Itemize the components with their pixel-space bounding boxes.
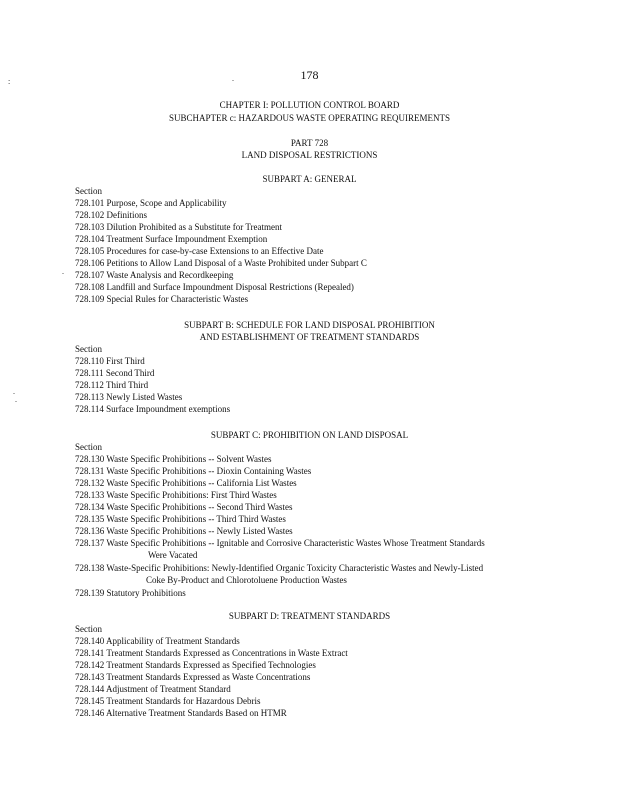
margin-mark: .: [13, 387, 15, 396]
toc-entry-continuation: Were Vacated: [148, 550, 198, 560]
toc-entry: 728.111 Second Third: [75, 368, 155, 378]
part-title: LAND DISPOSAL RESTRICTIONS: [241, 150, 378, 160]
margin-mark: .: [62, 267, 64, 276]
toc-entry: 728.106 Petitions to Allow Land Disposal of a Waste Prohibited under Subpart C: [75, 258, 367, 268]
toc-entry: 728.105 Procedures for case-by-case Extensions to an Effective Date: [75, 246, 324, 256]
toc-entry: 728.141 Treatment Standards Expressed as Concentrations in Waste Extract: [75, 648, 348, 658]
subpart-b-title: AND ESTABLISHMENT OF TREATMENT STANDARDS: [199, 332, 420, 342]
toc-entry: 728.113 Newly Listed Wastes: [75, 392, 183, 402]
toc-entry: 728.143 Treatment Standards Expressed as Waste Concentrations: [75, 672, 311, 682]
toc-entry: 728.140 Applicability of Treatment Standards: [75, 636, 240, 646]
subchapter-heading: SUBCHAPTER c: HAZARDOUS WASTE OPERATING REQUIREMENTS: [168, 113, 451, 123]
toc-entry: 728.135 Waste Specific Prohibitions -- Third Third Wastes: [75, 514, 286, 524]
toc-entry: 728.133 Waste Specific Prohibitions: First Third Wastes: [75, 490, 277, 500]
chapter-heading: CHAPTER I: POLLUTION CONTROL BOARD: [219, 100, 400, 110]
toc-entry: 728.102 Definitions: [75, 210, 147, 220]
toc-entry: 728.107 Waste Analysis and Recordkeeping: [75, 270, 234, 280]
toc-entry: 728.138 Waste-Specific Prohibitions: Newly-Identified Organic Toxicity Characteristic Wastes and Newly-Listed: [75, 563, 484, 573]
toc-entry: 728.146 Alternative Treatment Standards Based on HTMR: [75, 708, 287, 718]
margin-mark: .: [232, 74, 234, 83]
toc-entry: 728.131 Waste Specific Prohibitions -- Dioxin Containing Wastes: [75, 466, 312, 476]
toc-entry: 728.142 Treatment Standards Expressed as Specified Technologies: [75, 660, 316, 670]
subpart-d-title: SUBPART D: TREATMENT STANDARDS: [228, 611, 391, 621]
toc-entry: 728.145 Treatment Standards for Hazardous Debris: [75, 696, 261, 706]
toc-entry: 728.112 Third Third: [75, 380, 149, 390]
toc-entry: 728.137 Waste Specific Prohibitions -- Ignitable and Corrosive Characteristic Wastes Whose Treatment Standards: [75, 538, 485, 548]
subpart-b-title: SUBPART B: SCHEDULE FOR LAND DISPOSAL PROHIBITION: [184, 320, 435, 330]
section-label: Section: [75, 624, 102, 634]
toc-entry: 728.109 Special Rules for Characteristic Wastes: [75, 294, 249, 304]
section-label: Section: [75, 344, 102, 354]
toc-entry: 728.108 Landfill and Surface Impoundment Disposal Restrictions (Repealed): [75, 282, 354, 292]
toc-entry: 728.132 Waste Specific Prohibitions -- California List Wastes: [75, 478, 297, 488]
section-label: Section: [75, 186, 102, 196]
section-label: Section: [75, 442, 102, 452]
part-number: PART 728: [290, 138, 329, 148]
toc-entry: 728.144 Adjustment of Treatment Standard: [75, 684, 231, 694]
toc-entry: 728.139 Statutory Prohibitions: [75, 588, 186, 598]
toc-entry: 728.130 Waste Specific Prohibitions -- Solvent Wastes: [75, 454, 272, 464]
toc-entry: 728.101 Purpose, Scope and Applicability: [75, 198, 227, 208]
toc-entry: 728.114 Surface Impoundment exemptions: [75, 404, 231, 414]
margin-mark: .: [15, 395, 17, 404]
toc-entry: 728.134 Waste Specific Prohibitions -- Second Third Wastes: [75, 502, 293, 512]
toc-entry-continuation: Coke By-Product and Chlorotoluene Production Wastes: [146, 575, 347, 585]
toc-entry: 728.110 First Third: [75, 356, 145, 366]
page-number: 178: [300, 68, 319, 82]
toc-entry: 728.103 Dilution Prohibited as a Substitute for Treatment: [75, 222, 282, 232]
toc-entry: 728.136 Waste Specific Prohibitions -- Newly Listed Wastes: [75, 526, 293, 536]
subpart-a-title: SUBPART A: GENERAL: [262, 174, 357, 184]
subpart-c-title: SUBPART C: PROHIBITION ON LAND DISPOSAL: [210, 430, 409, 440]
margin-mark: :: [8, 77, 11, 86]
toc-entry: 728.104 Treatment Surface Impoundment Exemption: [75, 234, 268, 244]
